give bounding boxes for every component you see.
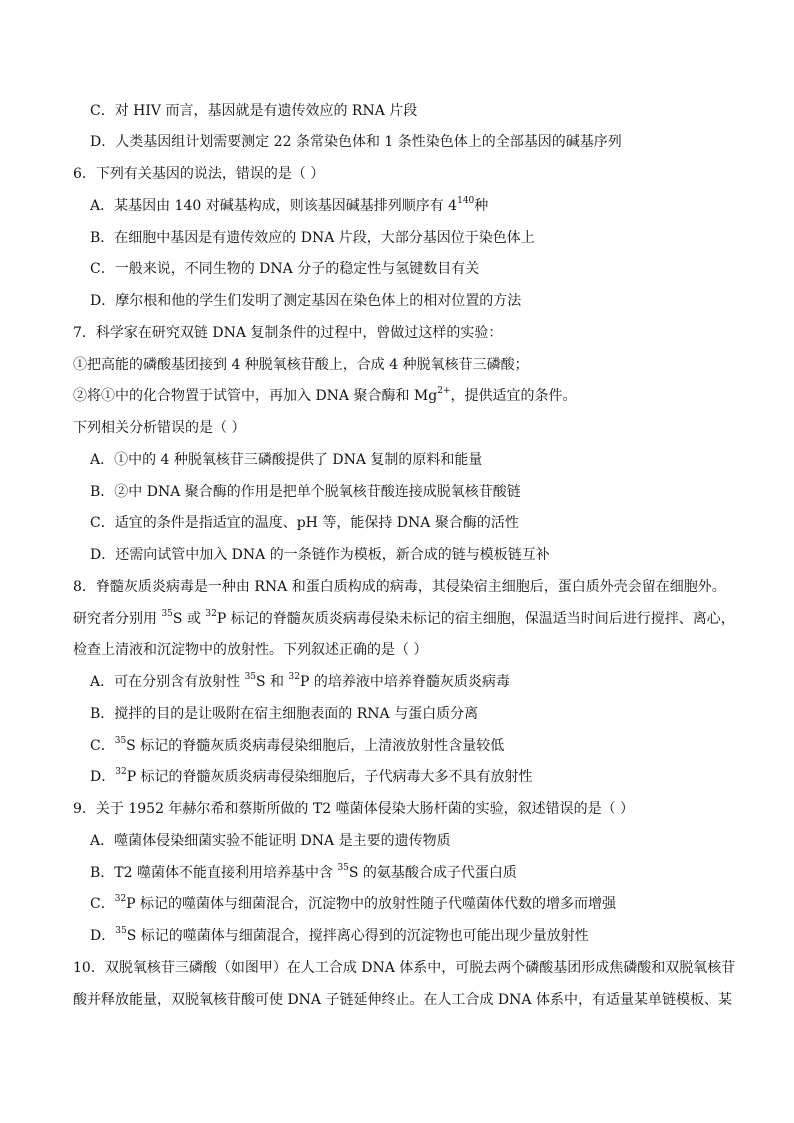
q8-option-b: B．搅拌的目的是让吸附在宿主细胞表面的 RNA 与蛋白质分离 [90,706,479,722]
q6-option-c: C．一般来说，不同生物的 DNA 分子的稳定性与氢键数目有关 [90,261,480,277]
q8-option-a: A．可在分别含有放射性 $^{35}$S 和 $^{32}$P 的培养液中培养脊髓灰质炎病毒 [90,672,510,690]
q5-option-d: D．人类基因组计划需要测定 22 条常染色体和 1 条性染色体上的全部基因的碱基序列 [90,134,622,150]
q6-option-a: A．某基因由 140 对碱基构成，则该基因碱基排列顺序有 $4^{140}$种 [90,196,489,214]
q8-option-d: D．$^{32}$P 标记的脊髓灰质炎病毒侵染细胞后，子代病毒大多不具有放射性 [90,767,533,785]
q8-option-c: C．$^{35}$S 标记的脊髓灰质炎病毒侵染细胞后，上清液放射性含量较低 [90,736,505,754]
q9-stem: 9．关于 1952 年赫尔希和蔡斯所做的 T2 噬菌体侵染大肠杆菌的实验，叙述错误的是（ ） [73,801,635,817]
q7-step-2: ②将①中的化合物置于试管中，再加入 DNA 聚合酶和 $Mg^{2+}$，提供适宜的条件。 [73,386,577,404]
q9-option-a: A．噬菌体侵染细菌实验不能证明 DNA 是主要的遗传物质 [90,833,451,849]
q10-stem-line-1: 10．双脱氧核苷三磷酸（如图甲）在人工合成 DNA 体系中，可脱去两个磷酸基团形成焦磷酸和双脱氧核苷 [73,960,736,976]
q9-option-d: D．$^{35}$S 标记的噬菌体与细菌混合，搅拌离心得到的沉淀物也可能出现少量放射性 [90,926,589,944]
q8-stem-line-2: 研究者分别用 $^{35}$S 或 $^{32}$P 标记的脊髓灰质炎病毒侵染未标记的宿主细胞，保温适当时间后进行搅拌、离心， [73,609,735,627]
q10-stem-line-2: 酸并释放能量，双脱氧核苷酸可使 DNA 子链延伸终止。在人工合成 DNA 体系中，有适量某单链模板、某 [73,992,732,1008]
q7-prompt: 下列相关分析错误的是（ ） [73,420,246,436]
q6-option-d: D．摩尔根和他的学生们发明了测定基因在染色体上的相对位置的方法 [90,293,522,309]
q7-option-a: A．①中的 4 种脱氧核苷三磷酸提供了 DNA 复制的原料和能量 [90,452,483,468]
q7-option-c: C．适宜的条件是指适宜的温度、pH 等，能保持 DNA 聚合酶的活性 [90,515,519,531]
q6-stem: 6．下列有关基因的说法，错误的是（ ） [73,166,325,182]
q5-option-c: C．对 HIV 而言，基因就是有遗传效应的 RNA 片段 [90,103,418,119]
q6-option-b: B．在细胞中基因是有遗传效应的 DNA 片段，大部分基因位于染色体上 [90,230,535,246]
q7-option-d: D．还需向试管中加入 DNA 的一条链作为模板，新合成的链与模板链互补 [90,547,550,563]
q7-step-1: ①把高能的磷酸基团接到 4 种脱氧核苷酸上，合成 4 种脱氧核苷三磷酸； [73,357,529,373]
q8-stem-line-3: 检查上清液和沉淀物中的放射性。下列叙述正确的是（ ） [73,642,428,658]
q7-stem: 7．科学家在研究双链 DNA 复制条件的过程中，曾做过这样的实验： [73,325,503,341]
q8-stem-line-1: 8．脊髓灰质炎病毒是一种由 RNA 和蛋白质构成的病毒，其侵染宿主细胞后，蛋白质外壳会留在细胞外。 [73,579,726,595]
q9-option-b: B．T2 噬菌体不能直接利用培养基中含 $^{35}$S 的氨基酸合成子代蛋白质 [90,863,517,881]
q7-option-b: B．②中 DNA 聚合酶的作用是把单个脱氧核苷酸连接成脱氧核苷酸链 [90,484,521,500]
q9-option-c: C．$^{32}$P 标记的噬菌体与细菌混合，沉淀物中的放射性随子代噬菌体代数的增多而增强 [90,894,617,912]
